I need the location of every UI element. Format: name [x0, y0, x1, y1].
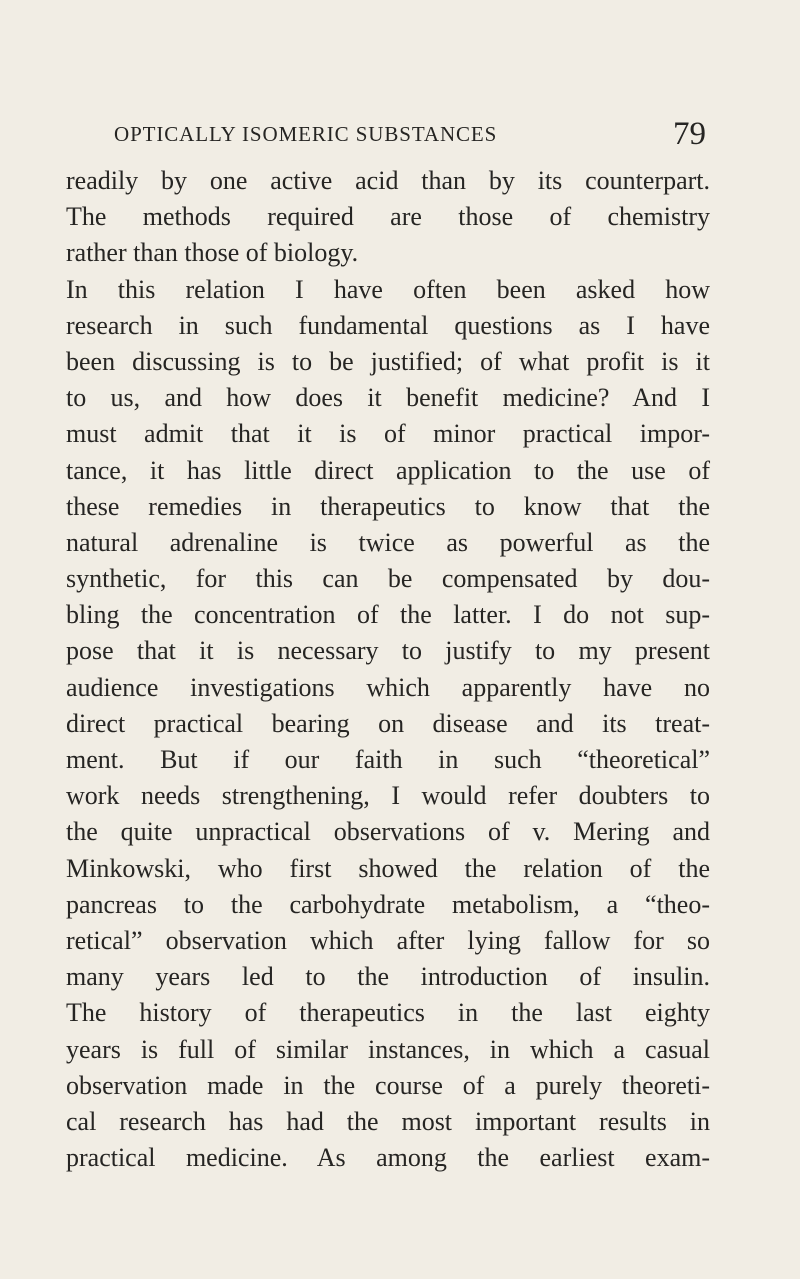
- text-line: work needs strengthening, I would refer doubters to: [66, 781, 710, 811]
- text-line: to us, and how does it benefit medicine? And I: [66, 383, 710, 413]
- text-line: years is full of similar instances, in which a casual: [66, 1034, 710, 1064]
- text-line: the quite unpractical observations of v. Mering and: [66, 817, 710, 847]
- text-line: cal research has had the most important results in: [66, 1106, 710, 1136]
- body-text: [66, 163, 710, 1176]
- text-line: retical” observation which after lying fallow for so: [66, 925, 710, 955]
- running-head-title: OPTICALLY ISOMERIC SUBSTANCES: [114, 122, 498, 146]
- text-line: audience investigations which apparently have no: [66, 672, 710, 702]
- text-line: pancreas to the carbohydrate metabolism, a “theo-: [66, 889, 710, 919]
- text-line: must admit that it is of minor practical impor-: [66, 419, 710, 449]
- text-line: observation made in the course of a purely theoreti-: [66, 1070, 710, 1100]
- running-head: [66, 116, 706, 156]
- text-line: research in such fundamental questions as I have: [66, 310, 710, 340]
- text-line: synthetic, for this can be compensated by dou-: [66, 564, 710, 594]
- text-line: many years led to the introduction of insulin.: [66, 962, 710, 992]
- text-line: Minkowski, who first showed the relation of the: [66, 853, 710, 883]
- text-line: In this relation I have often been asked how: [66, 274, 710, 304]
- text-line: pose that it is necessary to justify to my present: [66, 636, 710, 666]
- text-line: rather than those of biology.: [66, 238, 359, 268]
- text-line: these remedies in therapeutics to know that the: [66, 491, 710, 521]
- text-line: The methods required are those of chemistry: [66, 202, 710, 232]
- text-line: bling the concentration of the latter. I do not sup-: [66, 600, 710, 630]
- text-line: ment. But if our faith in such “theoretical”: [66, 745, 710, 774]
- page-number: 79: [673, 116, 706, 152]
- text-line: practical medicine. As among the earliest exam-: [66, 1143, 710, 1173]
- text-line: natural adrenaline is twice as powerful as the: [66, 527, 710, 557]
- text-line: tance, it has little direct application to the use of: [66, 455, 710, 485]
- text-line: been discussing is to be justified; of what profit is it: [66, 346, 710, 376]
- text-line: The history of therapeutics in the last eighty: [66, 998, 710, 1028]
- text-line: direct practical bearing on disease and its treat-: [66, 708, 710, 738]
- text-line: readily by one active acid than by its counterpart.: [66, 166, 710, 195]
